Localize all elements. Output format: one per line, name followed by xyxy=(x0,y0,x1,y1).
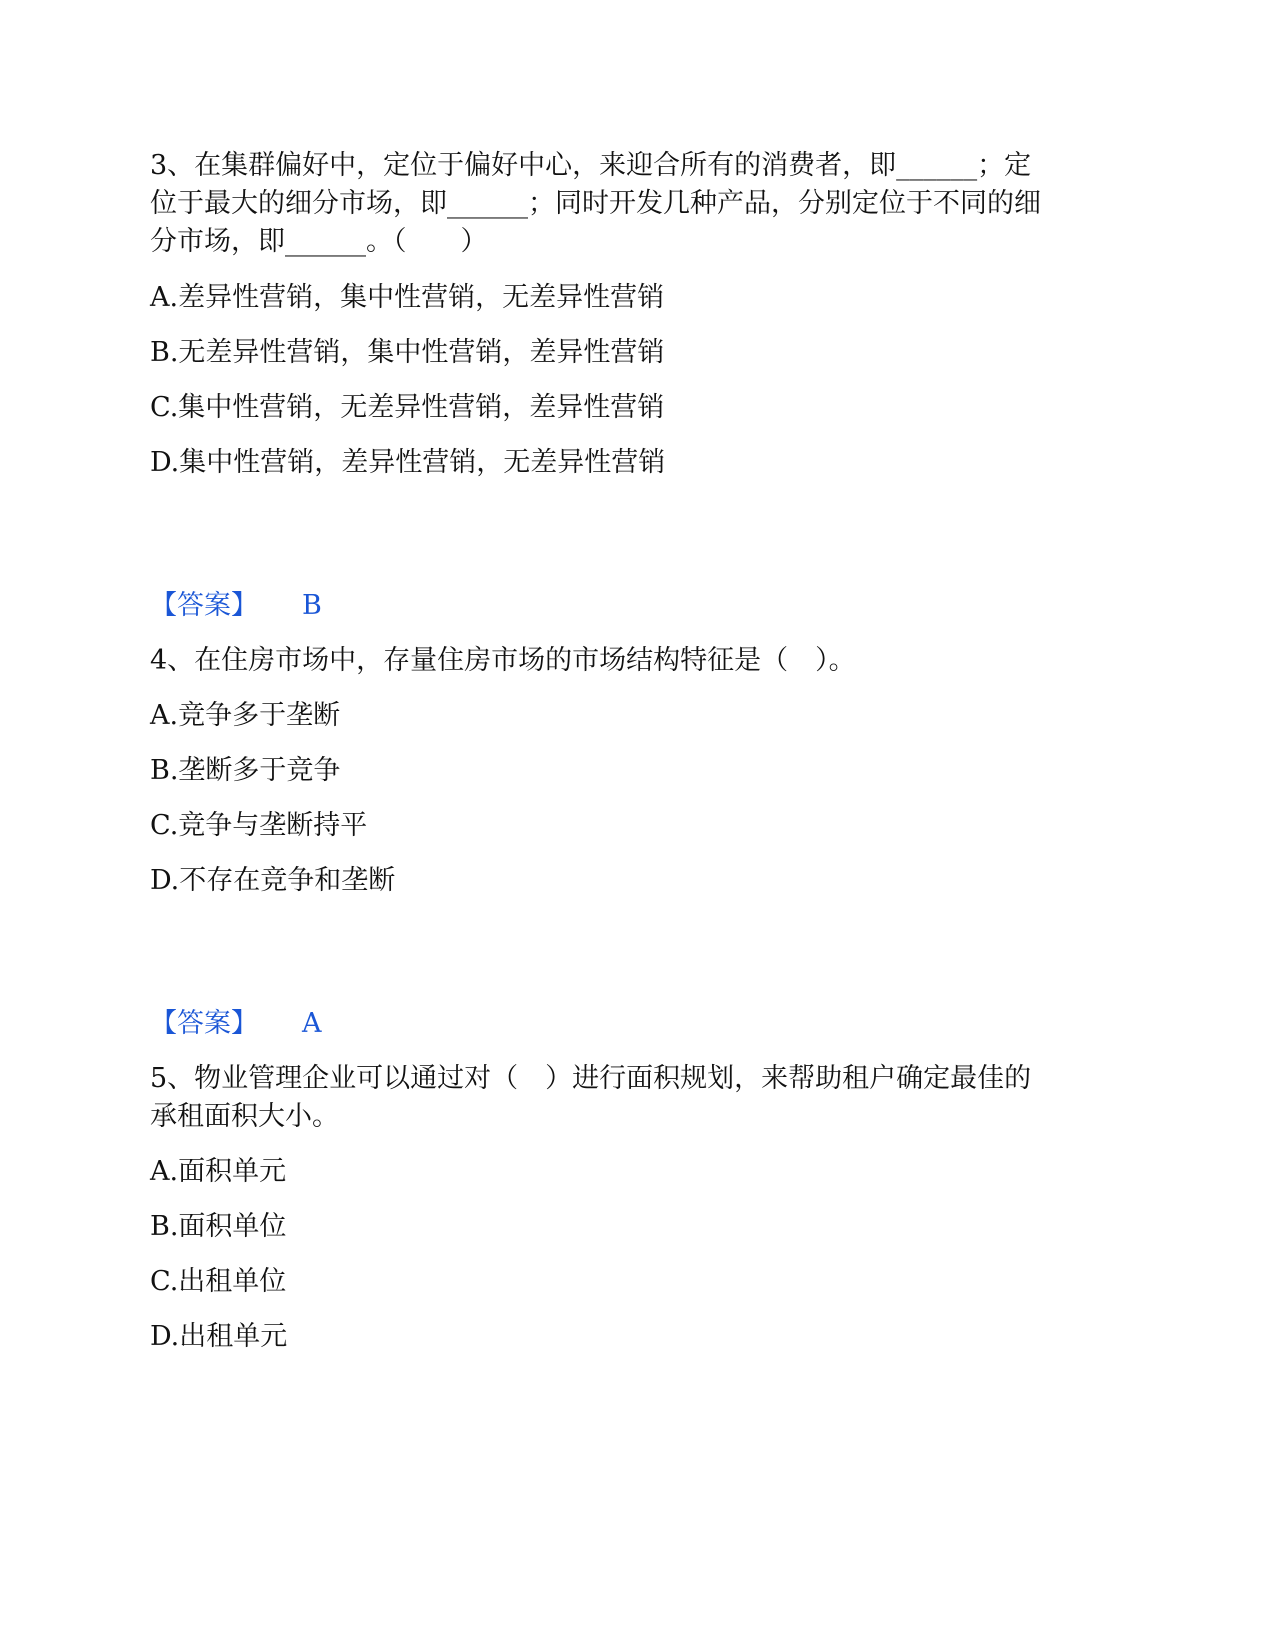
question-4-option-a: A.竞争多于垄断 xyxy=(150,700,341,731)
question-4-option-c: C.竞争与垄断持平 xyxy=(150,810,368,841)
question-3-stem-line-3: 分市场，即______。（ ） xyxy=(150,226,488,257)
question-3-stem-line-1: 3、在集群偏好中，定位于偏好中心，来迎合所有的消费者，即______；定 xyxy=(150,150,1032,181)
question-3-answer xyxy=(150,586,322,626)
question-5-stem-line-2: 承租面积大小。 xyxy=(150,1101,339,1132)
answer-label: 【答案】 xyxy=(150,1008,258,1039)
question-5-option-a: A.面积单元 xyxy=(150,1156,287,1187)
question-4-option-b: B.垄断多于竞争 xyxy=(150,755,341,786)
question-3-option-d: D.集中性营销，差异性营销，无差异性营销 xyxy=(150,447,666,478)
question-4-stem-line-1: 4、在住房市场中，存量住房市场的市场结构特征是（ ）。 xyxy=(150,645,856,676)
question-4-answer xyxy=(150,1004,322,1044)
question-4-option-d: D.不存在竞争和垄断 xyxy=(150,865,396,896)
question-3-option-b: B.无差异性营销，集中性营销，差异性营销 xyxy=(150,337,665,368)
question-5-option-c: C.出租单位 xyxy=(150,1266,287,1297)
question-5-stem-line-1: 5、物业管理企业可以通过对（ ）进行面积规划，来帮助租户确定最佳的 xyxy=(150,1063,1032,1094)
question-3-stem-line-2: 位于最大的细分市场，即______；同时开发几种产品，分别定位于不同的细 xyxy=(150,188,1041,219)
question-5-option-b: B.面积单位 xyxy=(150,1211,287,1242)
answer-value: A xyxy=(302,1008,322,1039)
question-5-option-d: D.出租单元 xyxy=(150,1321,288,1352)
answer-value: B xyxy=(302,590,322,621)
question-3-option-a: A.差异性营销，集中性营销，无差异性营销 xyxy=(150,282,665,313)
answer-label: 【答案】 xyxy=(150,590,258,621)
question-3-option-c: C.集中性营销，无差异性营销，差异性营销 xyxy=(150,392,665,423)
